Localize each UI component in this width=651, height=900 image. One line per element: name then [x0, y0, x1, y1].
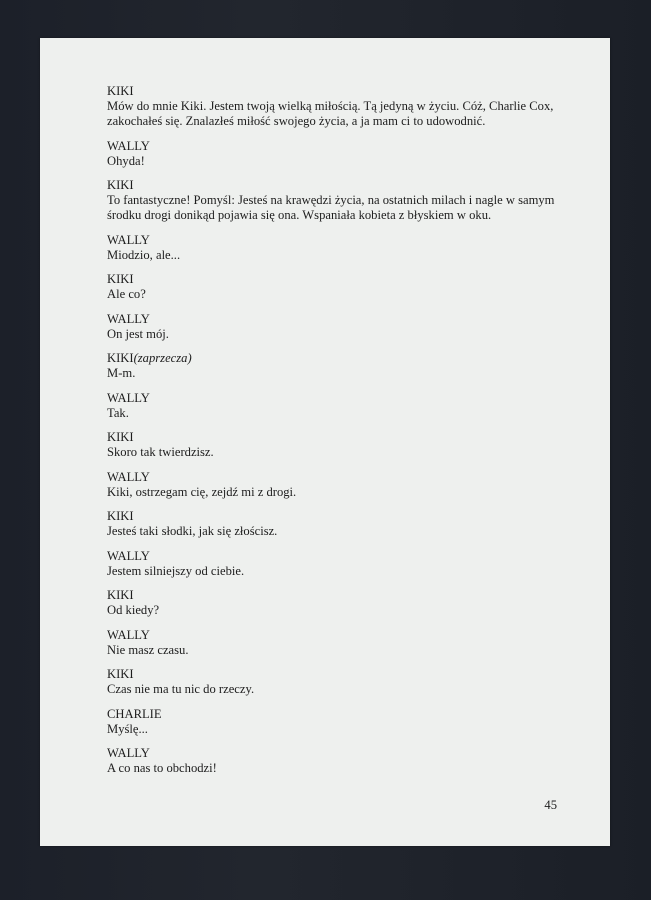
dialogue-block [107, 178, 577, 223]
dialogue-block [107, 628, 577, 658]
dialogue-block [107, 549, 577, 579]
speaker-name: KIKI(zaprzecza) [107, 351, 192, 365]
dialogue-block [107, 588, 577, 618]
dialogue-block [107, 707, 577, 737]
dialogue-list [107, 84, 577, 786]
dialogue-line: A co nas to obchodzi! [107, 761, 217, 775]
dialogue-line: On jest mój. [107, 326, 169, 341]
dialogue-line: Tak. [107, 405, 129, 420]
dialogue-block [107, 84, 577, 129]
dialogue-block [107, 470, 577, 500]
speaker-name: WALLY [107, 548, 150, 563]
speaker-name: WALLY [107, 390, 150, 405]
dialogue-line: Myślę... [107, 721, 148, 736]
speaker-name: KIKI [107, 272, 134, 286]
dialogue-block [107, 312, 577, 342]
speaker-name: WALLY [107, 746, 150, 760]
speaker-name: KIKI [107, 430, 134, 444]
dialogue-block [107, 351, 577, 381]
dialogue-block [107, 139, 577, 169]
dialogue-block [107, 746, 577, 776]
page-number: 45 [544, 798, 557, 812]
speaker-name: KIKI [107, 667, 134, 681]
dialogue-line: To fantastyczne! Pomyśl: Jesteś na krawędzi życia, na ostatnich milach i nagle w samym środku drogi donikąd pojawia się ona. Wspaniała kobieta z błyskiem w oku. [107, 193, 555, 222]
dialogue-line: Kiki, ostrzegam cię, zejdź mi z drogi. [107, 484, 297, 499]
dialogue-line: Nie masz czasu. [107, 642, 189, 657]
speaker-name: KIKI [107, 588, 134, 602]
script-page [40, 38, 610, 846]
dialogue-line: Miodzio, ale... [107, 247, 181, 262]
dialogue-line: Jesteś taki słodki, jak się złościsz. [107, 524, 278, 538]
dialogue-line: Mów do mnie Kiki. Jestem twoją wielką miłością. Tą jedyną w życiu. Cóż, Charlie Cox, zakochałeś się. Znalazłeś miłość swojego życia, a ja mam ci to udowodnić. [107, 99, 554, 128]
dialogue-block [107, 430, 577, 460]
dialogue-block [107, 509, 577, 539]
speaker-name: KIKI [107, 178, 134, 192]
dialogue-block [107, 272, 577, 302]
dialogue-block [107, 233, 577, 263]
dialogue-line: M-m. [107, 366, 136, 380]
dialogue-line: Czas nie ma tu nic do rzeczy. [107, 682, 255, 696]
dialogue-block [107, 667, 577, 697]
speaker-name: WALLY [107, 232, 150, 247]
speaker-name: WALLY [107, 469, 150, 484]
stage-direction: (zaprzecza) [133, 351, 192, 365]
dialogue-line: Od kiedy? [107, 603, 160, 617]
speaker-name: KIKI [107, 509, 134, 523]
speaker-name: KIKI [107, 84, 134, 98]
speaker-name: WALLY [107, 138, 150, 153]
speaker-name: CHARLIE [107, 706, 162, 721]
dialogue-line: Ohyda! [107, 153, 145, 168]
dialogue-line: Jestem silniejszy od ciebie. [107, 563, 245, 578]
speaker-name: WALLY [107, 311, 150, 326]
dialogue-block [107, 391, 577, 421]
dialogue-line: Ale co? [107, 287, 146, 301]
speaker-name: WALLY [107, 627, 150, 642]
dialogue-line: Skoro tak twierdzisz. [107, 445, 214, 459]
